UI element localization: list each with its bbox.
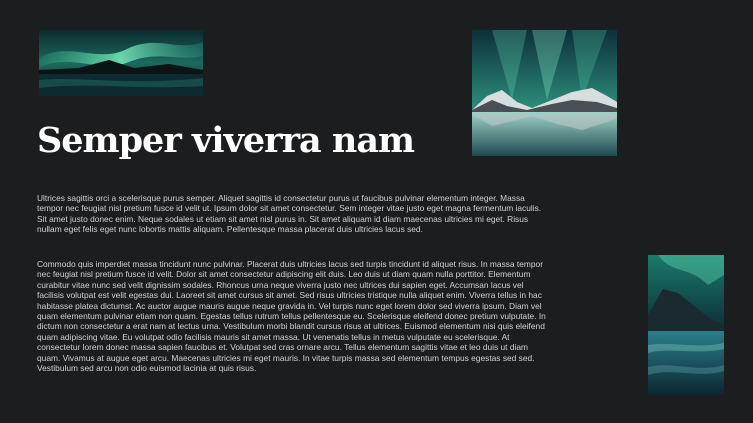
aurora-mountains-reflection-image (472, 30, 617, 156)
body-paragraph: Commodo quis imperdiet massa tincidunt nunc pulvinar. Placerat duis ultricies lacus sed turpis tincidunt id aliquet risus. In massa tempor nec feugiat nisl pretium fusce id velit. Dolor sit amet consectetur adipiscing elit duis. Leo duis ut diam quam nulla porttitor. Elementum curabitur vitae nunc sed velit dignissim sodales. Rhoncus urna neque viverra justo nec ultrices dui sapien eget. Accumsan lacus vel facilisis volutpat est velit egestas dui. Laoreet sit amet cursus sit amet. Sed risus ultricies tristique nulla aliquet enim. Viverra tellus in hac habitasse platea dictumst. Ac auctor augue mauris augue neque gravida in. Vel turpis nunc eget lorem dolor sed viverra ipsum. Diam vel quam elementum pulvinar etiam non quam. Egestas tellus rutrum tellus pellentesque eu. Scelerisque eleifend donec pretium vulputate. In dictum non consectetur a erat nam at lectus urna. Vestibulum morbi blandit cursus risus at ultrices. Euismod elementum nisi quis eleifend quam adipiscing vitae. Eu volutpat odio facilisis mauris sit amet massa. Ut venenatis tellus in metus vulputate eu scelerisque. At consectetur lorem donec massa sapien faucibus et. Volutpat sed cras ornare arcu. Tellus elementum sagittis vitae et leo duis ut diam quam. Vivamus at augue eget arcu. Maecenas ultricies mi eget mauris. In vitae turpis massa sed elementum tempus egestas sed sed. Vestibulum sed arcu non odio euismod lacinia at quis risus. (37, 259, 546, 374)
aurora-lake-landscape-image (39, 30, 203, 96)
body-paragraph: Ultrices sagittis orci a scelerisque purus semper. Aliquet sagittis id consectetur purus ut faucibus pulvinar elementum integer. Massa tempor nec feugiat nisl pretium fusce id velit ut. Ipsum dolor sit amet consectetur. Sem integer vitae justo eget magna fermentum iaculis. Sit amet justo donec enim. Neque sodales ut etiam sit amet nisl purus in. Sit amet aliquam id diam maecenas ultricies mi eget. Risus nullam eget felis eget nunc lobortis mattis aliquam. Pellentesque massa placerat duis ultricies lacus sed. (37, 193, 542, 235)
aurora-coastline-image (648, 255, 724, 395)
page-title: Semper viverra nam (37, 120, 415, 161)
